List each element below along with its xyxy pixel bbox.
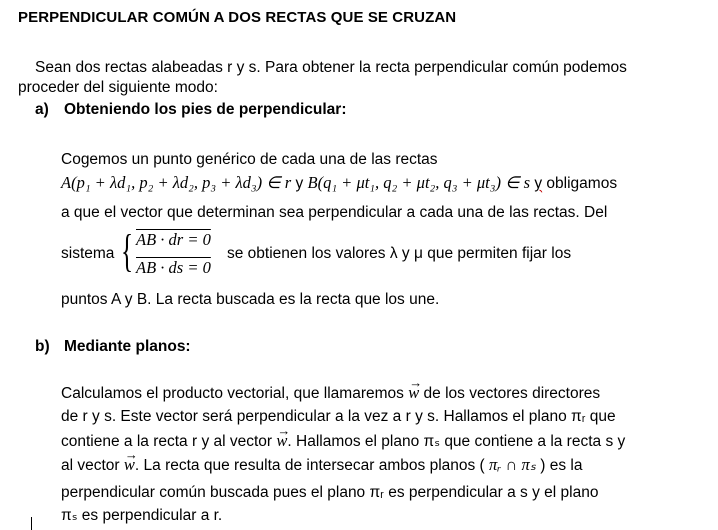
section-b-line-4a: al vector [61,457,120,474]
page-title: PERPENDICULAR COMÚN A DOS RECTAS QUE SE CRUZAN [18,9,457,26]
obligamos-text: obligamos [546,175,618,192]
eq2-text: AB · ds = 0 [136,258,211,277]
vector-w: → w [276,431,287,450]
system-brace: { [121,225,134,276]
intro-line-2: proceder del siguiente modo: [18,79,218,96]
section-b-line-4 [61,455,583,475]
text-cursor [31,517,32,530]
section-b-line-1b: de los vectores directores [423,385,601,402]
eq1-text: AB · dr = 0 [136,230,211,249]
section-b-line-1a: Calculamos el producto vectorial, que llamaremos [61,385,404,402]
section-b-marker: b) [35,338,50,355]
section-b-heading: Mediante planos: [64,338,191,355]
section-b-line-3a: contiene a la recta r y al vector [61,433,273,450]
section-b-line-1 [61,383,600,403]
system-equation-2 [136,258,211,278]
section-a-heading: Obteniendo los pies de perpendicular: [64,101,347,118]
section-a-formula-line [61,173,617,193]
section-a-marker: a) [35,101,49,118]
section-b-line-3b: . Hallamos el plano πₛ que contiene a la recta s y [287,433,626,450]
section-a-line-1: Cogemos un punto genérico de cada una de las rectas [61,151,438,168]
section-b-line-4b: . La recta que resulta de intersecar ambos planos ( [134,457,485,474]
conjunction-y: y [295,175,304,192]
conjunction-y-underlined: y [534,175,543,192]
section-b-line-5: perpendicular común buscada pues el plano πᵣ es perpendicular a s y el plano [61,484,599,501]
vector-w: → w [124,455,135,474]
section-b-line-2: de r y s. Este vector será perpendicular a la vez a r y s. Hallamos el plano πᵣ que [61,408,616,425]
sistema-label: sistema [61,245,115,262]
formula-point-b: B(q₁ + μt₁, q₂ + μt₂, q₃ + μt₃) ∈ s [307,173,531,192]
section-a-line-5: puntos A y B. La recta buscada es la recta que los une. [61,291,440,308]
section-b-line-4d: ) es la [540,457,583,474]
section-a-line-3: a que el vector que determinan sea perpendicular a cada una de las rectas. Del [61,204,608,221]
section-b-line-6: πₛ es perpendicular a r. [61,507,223,524]
planes-intersection: πᵣ ∩ πₛ [489,455,536,474]
intro-line-1: Sean dos rectas alabeadas r y s. Para obtener la recta perpendicular común podemos [35,59,627,76]
vector-w: → w [408,383,419,402]
section-b-line-3 [61,431,625,451]
section-a-after-system: se obtienen los valores λ y μ que permiten fijar los [227,245,572,262]
system-equation-1 [136,230,211,250]
formula-point-a: A(p₁ + λd₁, p₂ + λd₂, p₃ + λd₃) ∈ r [61,173,292,192]
